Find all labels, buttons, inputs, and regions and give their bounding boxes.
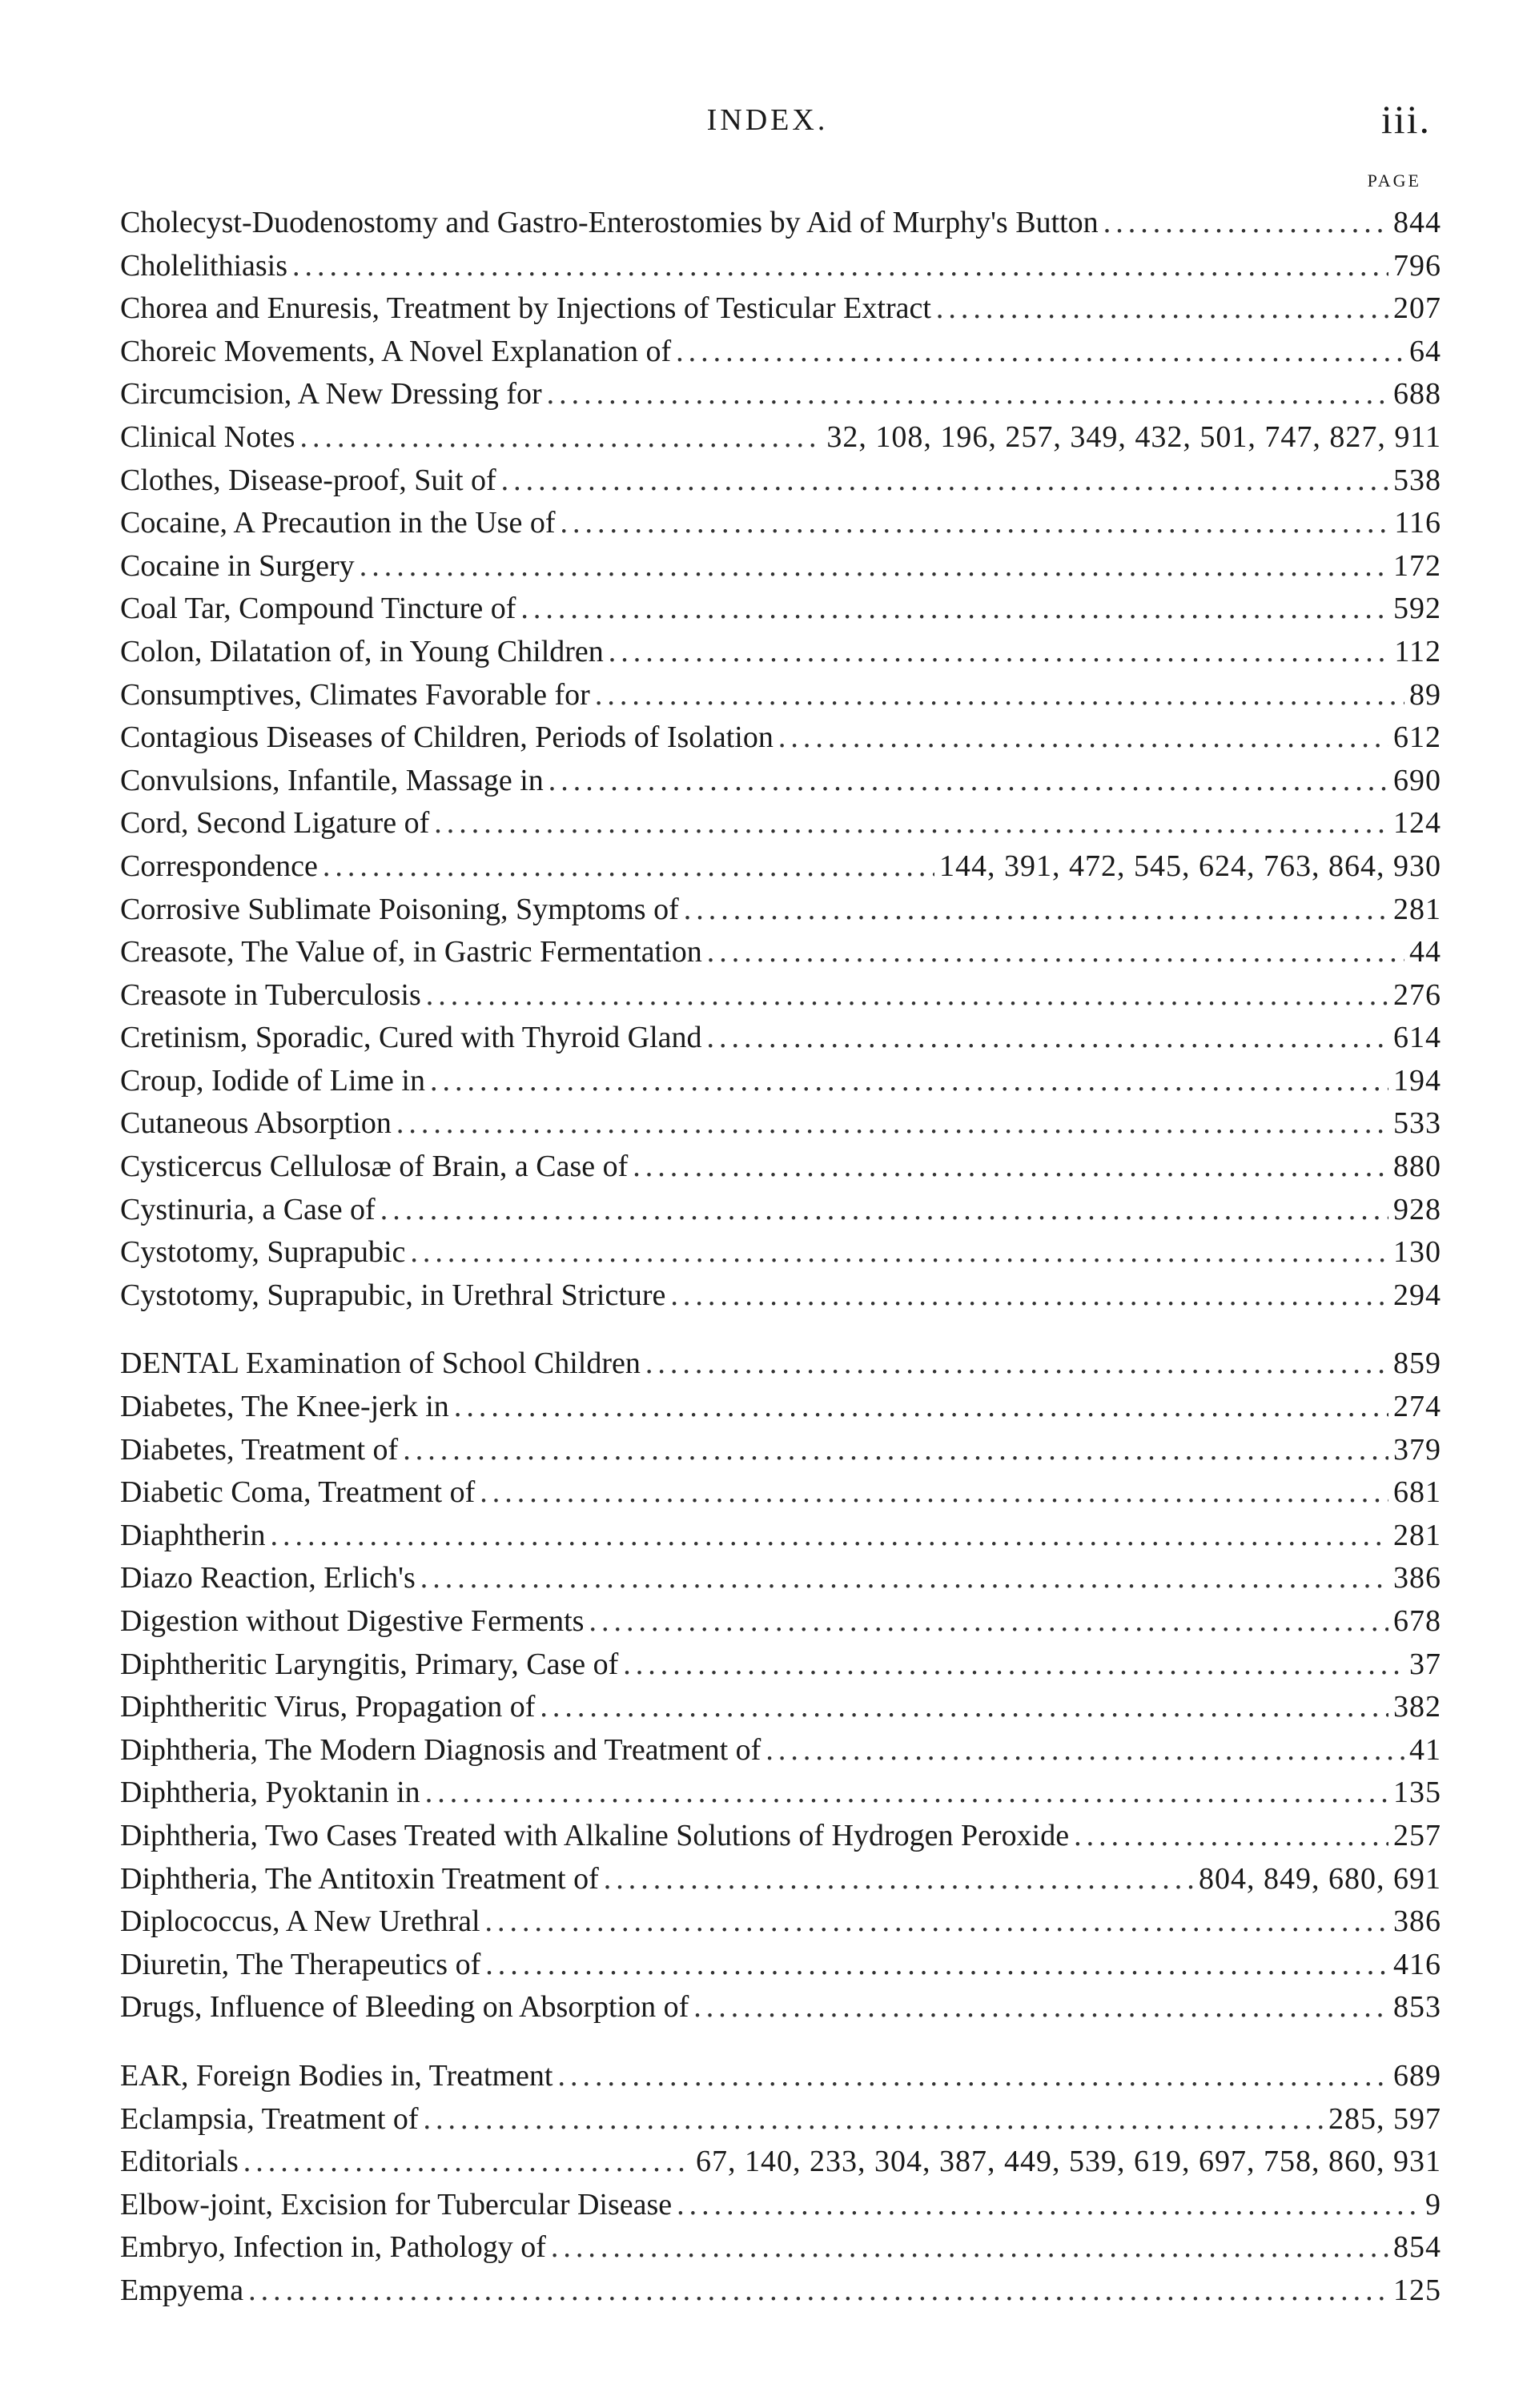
- entry-pages: 257: [1393, 1818, 1441, 1852]
- dot-leader: [604, 1858, 1194, 1901]
- entry-title: DENTAL Examination of School Children: [120, 1346, 641, 1381]
- entry-pages: 144, 391, 472, 545, 624, 763, 864, 930: [939, 849, 1441, 883]
- index-entry: [120, 1429, 1441, 1472]
- entry-pages: 274: [1393, 1390, 1441, 1424]
- index-entry: [120, 2098, 1441, 2141]
- entry-title: Diphtheria, The Antitoxin Treatment of: [120, 1861, 599, 1896]
- dot-leader: [420, 1557, 1388, 1600]
- index-entry: [120, 287, 1441, 331]
- entry-title: Diplococcus, A New Urethral: [120, 1904, 480, 1939]
- dot-leader: [1074, 1815, 1388, 1858]
- entry-title: Corrosive Sublimate Poisoning, Symptoms of: [120, 892, 679, 926]
- entry-title: Cocaine in Surgery: [120, 548, 355, 583]
- entry-title: Creasote in Tuberculosis: [120, 977, 421, 1012]
- entry-title: Digestion without Digestive Ferments: [120, 1604, 585, 1638]
- dot-leader: [707, 1017, 1389, 1060]
- dot-leader: [323, 845, 934, 889]
- entry-title: Editorials: [120, 2145, 239, 2179]
- index-entry: [120, 845, 1441, 889]
- index-entry: [120, 1274, 1441, 1318]
- entry-pages: 285, 597: [1328, 2101, 1441, 2136]
- entry-pages: 41: [1409, 1732, 1441, 1767]
- entry-title: Embryo, Infection in, Pathology of: [120, 2230, 546, 2265]
- dot-leader: [609, 631, 1390, 674]
- entry-pages: 112: [1394, 634, 1441, 668]
- entry-title: Diphtheritic Laryngitis, Primary, Case of: [120, 1647, 619, 1681]
- entry-title: Correspondence: [120, 849, 318, 883]
- entry-title: Contagious Diseases of Children, Periods of Isolation: [120, 720, 774, 755]
- index-list: [120, 202, 1441, 2338]
- entry-pages: 382: [1393, 1690, 1441, 1724]
- index-entry: [120, 1471, 1441, 1515]
- entry-title: Diabetes, The Knee-jerk in: [120, 1390, 449, 1424]
- dot-leader: [549, 760, 1388, 803]
- index-entry: [120, 931, 1441, 974]
- entry-pages: 854: [1393, 2230, 1441, 2265]
- entry-pages: 690: [1393, 763, 1441, 797]
- index-entry: [120, 1944, 1441, 1987]
- dot-leader: [396, 1102, 1388, 1146]
- entry-title: Cretinism, Sporadic, Cured with Thyroid Gland: [120, 1021, 702, 1055]
- index-entry: [120, 1342, 1441, 1386]
- entry-pages: 386: [1393, 1561, 1441, 1595]
- entry-pages: 276: [1393, 977, 1441, 1012]
- entry-pages: 386: [1393, 1904, 1441, 1939]
- dot-leader: [936, 287, 1388, 331]
- dot-leader: [551, 2226, 1388, 2270]
- dot-leader: [693, 1986, 1388, 2029]
- entry-title: Coal Tar, Compound Tincture of: [120, 592, 516, 626]
- entry-pages: 124: [1393, 806, 1441, 841]
- index-entry: [120, 974, 1441, 1017]
- index-group: [120, 2055, 1441, 2313]
- entry-pages: 207: [1393, 291, 1441, 326]
- dot-leader: [299, 416, 822, 460]
- index-entry: [120, 2184, 1441, 2227]
- entry-pages: 678: [1393, 1604, 1441, 1638]
- entry-pages: 281: [1393, 1518, 1441, 1552]
- entry-pages: 859: [1393, 1346, 1441, 1381]
- dot-leader: [380, 1189, 1388, 1232]
- entry-title: Cholelithiasis: [120, 248, 287, 283]
- entry-pages: 688: [1393, 377, 1441, 411]
- index-entry: [120, 460, 1441, 503]
- entry-pages: 689: [1393, 2058, 1441, 2093]
- entry-title: Diphtheria, Pyoktanin in: [120, 1776, 420, 1810]
- dot-leader: [292, 245, 1388, 288]
- entry-pages: 804, 849, 680, 691: [1199, 1861, 1441, 1896]
- entry-title: EAR, Foreign Bodies in, Treatment: [120, 2058, 553, 2093]
- index-entry: [120, 2226, 1441, 2270]
- index-entry: [120, 1386, 1441, 1429]
- dot-leader: [595, 674, 1404, 717]
- entry-title: Chorea and Enuresis, Treatment by Injections of Testicular Extract: [120, 291, 931, 326]
- entry-title: Diphtheria, The Modern Diagnosis and Treatment of: [120, 1732, 761, 1767]
- index-entry: [120, 202, 1441, 245]
- index-entry: [120, 1189, 1441, 1232]
- dot-leader: [248, 2270, 1388, 2313]
- entry-title: Diphtheritic Virus, Propagation of: [120, 1690, 536, 1724]
- index-entry: [120, 1515, 1441, 1558]
- index-entry: [120, 416, 1441, 460]
- index-entry: [120, 1643, 1441, 1687]
- index-entry: [120, 716, 1441, 760]
- index-entry: [120, 2270, 1441, 2313]
- entry-pages: 194: [1393, 1063, 1441, 1098]
- entry-pages: 928: [1393, 1192, 1441, 1226]
- entry-title: Cholecyst-Duodenostomy and Gastro-Enterostomies by Aid of Murphy's Button: [120, 206, 1099, 239]
- index-entry: [120, 802, 1441, 845]
- entry-pages: 379: [1393, 1432, 1441, 1467]
- entry-title: Cystotomy, Suprapubic: [120, 1235, 406, 1270]
- index-entry: [120, 1600, 1441, 1643]
- entry-title: Clinical Notes: [120, 419, 295, 454]
- entry-title: Elbow-joint, Excision for Tubercular Disease: [120, 2187, 673, 2221]
- entry-title: Drugs, Influence of Bleeding on Absorption of: [120, 1990, 689, 2025]
- dot-leader: [707, 931, 1404, 974]
- dot-leader: [271, 1515, 1388, 1558]
- entry-pages: 853: [1393, 1990, 1441, 2025]
- entry-title: Croup, Iodide of Lime in: [120, 1063, 425, 1098]
- index-entry: [120, 1060, 1441, 1103]
- entry-pages: 880: [1393, 1150, 1441, 1184]
- entry-pages: 592: [1393, 592, 1441, 626]
- index-entry: [120, 760, 1441, 803]
- entry-title: Cord, Second Ligature of: [120, 806, 430, 841]
- dot-leader: [480, 1471, 1388, 1515]
- entry-title: Cocaine, A Precaution in the Use of: [120, 506, 556, 540]
- entry-pages: 135: [1393, 1776, 1441, 1810]
- dot-leader: [485, 1900, 1388, 1944]
- entry-title: Diabetes, Treatment of: [120, 1432, 399, 1467]
- index-entry: [120, 1858, 1441, 1901]
- dot-leader: [778, 716, 1388, 760]
- index-entry: [120, 373, 1441, 416]
- dot-leader: [645, 1342, 1388, 1386]
- index-entry: [120, 1986, 1441, 2029]
- entry-pages: 44: [1409, 935, 1441, 969]
- dot-leader: [360, 545, 1388, 588]
- entry-pages: 681: [1393, 1475, 1441, 1510]
- page-title: INDEX.: [706, 103, 829, 137]
- dot-leader: [557, 2055, 1388, 2098]
- dot-leader: [425, 1772, 1388, 1815]
- entry-pages: 416: [1393, 1947, 1441, 1981]
- index-entry: [120, 502, 1441, 545]
- index-entry: [120, 1815, 1441, 1858]
- dot-leader: [1103, 202, 1388, 245]
- index-group: [120, 202, 1441, 1317]
- index-entry: [120, 1686, 1441, 1729]
- entry-pages: 9: [1425, 2187, 1441, 2221]
- entry-pages: 37: [1409, 1647, 1441, 1681]
- dot-leader: [547, 373, 1388, 416]
- entry-title: Cystotomy, Suprapubic, in Urethral Stricture: [120, 1278, 666, 1312]
- dot-leader: [434, 802, 1388, 845]
- entry-title: Consumptives, Climates Favorable for: [120, 677, 590, 712]
- index-entry: [120, 331, 1441, 374]
- index-entry: [120, 1017, 1441, 1060]
- index-entry: [120, 245, 1441, 288]
- dot-leader: [633, 1146, 1388, 1189]
- entry-title: Diuretin, The Therapeutics of: [120, 1947, 481, 1981]
- index-entry: [120, 1231, 1441, 1274]
- entry-pages: 844: [1393, 206, 1441, 239]
- index-entry: [120, 889, 1441, 932]
- dot-leader: [501, 460, 1388, 503]
- dot-leader: [684, 889, 1388, 932]
- dot-leader: [520, 588, 1388, 631]
- index-entry: [120, 1729, 1441, 1772]
- dot-leader: [623, 1643, 1404, 1687]
- dot-leader: [430, 1060, 1388, 1103]
- entry-pages: 538: [1393, 463, 1441, 497]
- dot-leader: [410, 1231, 1388, 1274]
- entry-pages: 533: [1393, 1106, 1441, 1141]
- index-entry: [120, 674, 1441, 717]
- index-entry: [120, 1900, 1441, 1944]
- entry-pages: 796: [1393, 248, 1441, 283]
- entry-title: Creasote, The Value of, in Gastric Fermentation: [120, 935, 702, 969]
- entry-pages: 116: [1394, 506, 1441, 540]
- index-entry: [120, 1146, 1441, 1189]
- entry-title: Clothes, Disease-proof, Suit of: [120, 463, 496, 497]
- dot-leader: [243, 2141, 691, 2184]
- index-entry: [120, 2055, 1441, 2098]
- entry-pages: 294: [1393, 1278, 1441, 1312]
- entry-title: Choreic Movements, A Novel Explanation of: [120, 334, 672, 368]
- entry-pages: 89: [1409, 677, 1441, 712]
- dot-leader: [676, 331, 1404, 374]
- dot-leader: [589, 1600, 1388, 1643]
- entry-title: Cysticercus Cellulosæ of Brain, a Case of: [120, 1150, 629, 1184]
- index-entry: [120, 1557, 1441, 1600]
- entry-title: Diabetic Coma, Treatment of: [120, 1475, 476, 1510]
- entry-title: Eclampsia, Treatment of: [120, 2101, 419, 2136]
- index-group: [120, 1342, 1441, 2029]
- entry-title: Circumcision, A New Dressing for: [120, 377, 542, 411]
- index-entry: [120, 2141, 1441, 2184]
- entry-title: Colon, Dilatation of, in Young Children: [120, 634, 604, 668]
- entry-pages: 67, 140, 233, 304, 387, 449, 539, 619, 697, 758, 860, 931: [696, 2145, 1441, 2179]
- entry-pages: 281: [1393, 892, 1441, 926]
- entry-pages: 64: [1409, 334, 1441, 368]
- index-entry: [120, 545, 1441, 588]
- index-entry: [120, 588, 1441, 631]
- entry-title: Cystinuria, a Case of: [120, 1192, 376, 1226]
- index-entry: [120, 1102, 1441, 1146]
- page-number: iii.: [1380, 97, 1431, 142]
- page-column-header: PAGE: [1367, 171, 1421, 191]
- entry-title: Cutaneous Absorption: [120, 1106, 392, 1141]
- dot-leader: [670, 1274, 1388, 1318]
- index-entry: [120, 631, 1441, 674]
- dot-leader: [765, 1729, 1404, 1772]
- entry-title: Empyema: [120, 2273, 244, 2307]
- dot-leader: [424, 2098, 1324, 2141]
- running-head: [0, 96, 1535, 152]
- dot-leader: [485, 1944, 1388, 1987]
- entry-pages: 614: [1393, 1021, 1441, 1055]
- entry-pages: 32, 108, 196, 257, 349, 432, 501, 747, 827, 911: [826, 419, 1441, 454]
- dot-leader: [561, 502, 1390, 545]
- index-entry: [120, 1772, 1441, 1815]
- entry-title: Diaphtherin: [120, 1518, 266, 1552]
- entry-title: Convulsions, Infantile, Massage in: [120, 763, 544, 797]
- entry-title: Diazo Reaction, Erlich's: [120, 1561, 416, 1595]
- entry-pages: 125: [1393, 2273, 1441, 2307]
- dot-leader: [403, 1429, 1388, 1472]
- entry-pages: 130: [1393, 1235, 1441, 1270]
- entry-pages: 612: [1393, 720, 1441, 755]
- dot-leader: [426, 974, 1388, 1017]
- entry-title: Diphtheria, Two Cases Treated with Alkaline Solutions of Hydrogen Peroxide: [120, 1818, 1070, 1852]
- entry-pages: 172: [1393, 548, 1441, 583]
- dot-leader: [454, 1386, 1388, 1429]
- dot-leader: [540, 1686, 1388, 1729]
- dot-leader: [677, 2184, 1420, 2227]
